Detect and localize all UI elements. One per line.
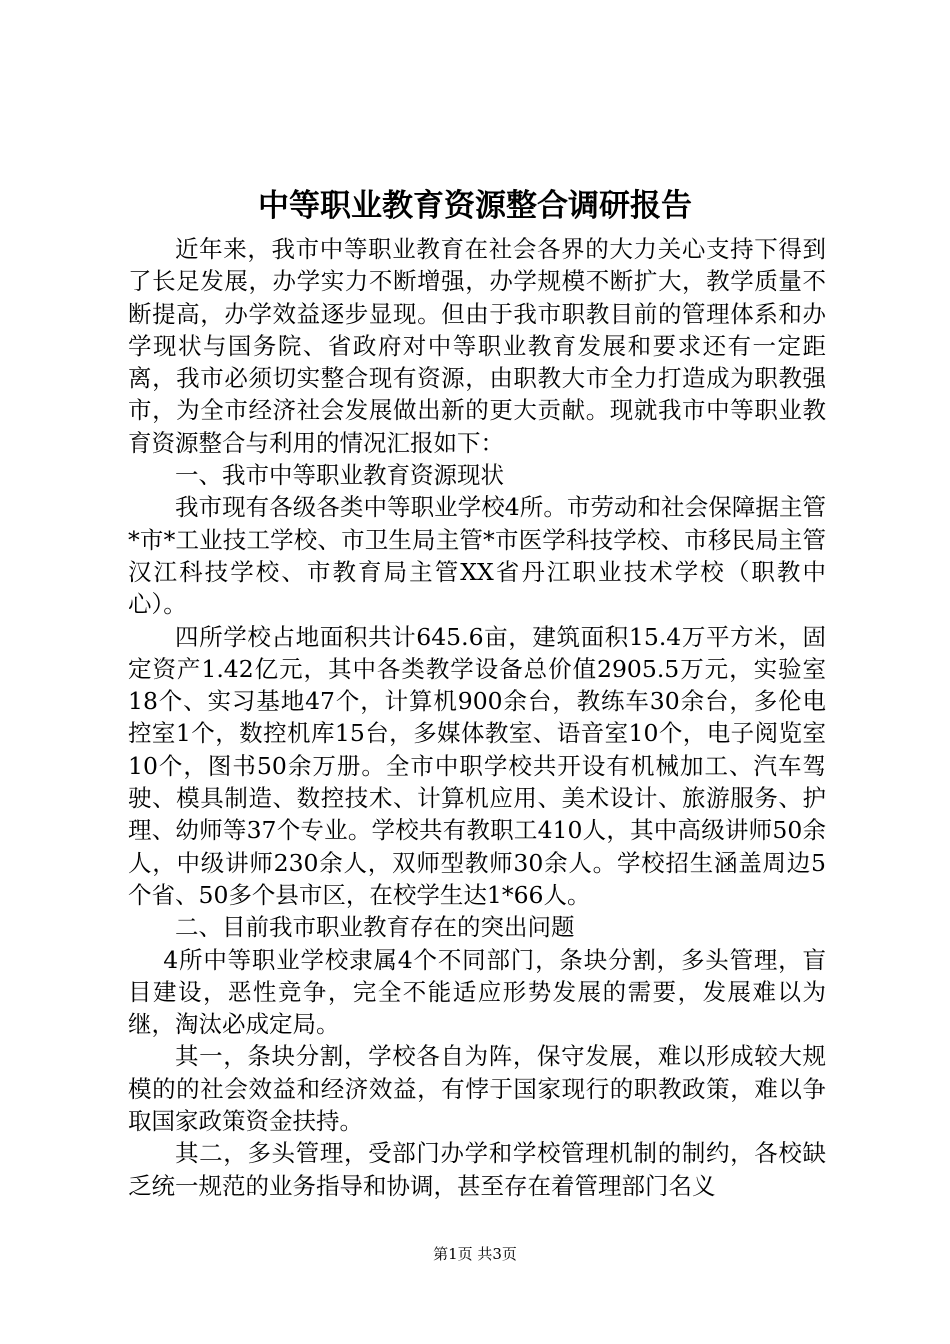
page-title: 中等职业教育资源整合调研报告 <box>258 188 692 224</box>
section-heading-2: 二、目前我市职业教育存在的突出问题 <box>175 913 575 942</box>
paragraph-resources: 四所学校占地面积共计645.6亩，建筑面积15.4万平方米，固定资产1.42亿元，其中各类教学设备总价值2905.5万元，实验室18个、实习基地47个，计算机900余台，教练车30余台，多伦电控室1个，数控机库15台，多媒体教室、语音室10个，电子阅览室10个，图书50余万册。全市中职学校共开设有机械加工、汽车驾驶、模具制造、数控技术、计算机应用、美术设计、旅游服务、护理、幼师等37个专业。学校共有教职工410人，其中高级讲师50余人，中级讲师230余人，双师型教师30余人。学校招生涵盖周边5个省、50多个县市区，在校学生达1*66人。 <box>128 622 826 909</box>
paragraph-schools: 我市现有各级各类中等职业学校4所。市劳动和社会保障据主管*市*工业技工学校、市卫生局主管*市医学科技学校、市移民局主管汉江科技学校、市教育局主管XX省丹江职业技术学校（职教中心）。 <box>128 493 826 619</box>
section-heading-1: 一、我市中等职业教育资源现状 <box>175 461 504 490</box>
paragraph-issue-2: 其二，多头管理，受部门办学和学校管理机制的制约，各校缺乏统一规范的业务指导和协调，甚至存在着管理部门名义 <box>128 1139 826 1200</box>
paragraph-problems: 4所中等职业学校隶属4个不同部门，条块分割，多头管理，盲目建设，恶性竞争，完全不能适应形势发展的需要，发展难以为继，淘汰必成定局。 <box>128 945 826 1039</box>
page-number-footer: 第1页 共3页 <box>433 1245 517 1263</box>
paragraph-issue-1: 其一，条块分割，学校各自为阵，保守发展，难以形成较大规模的的社会效益和经济效益，有悖于国家现行的职教政策，难以争取国家政策资金扶持。 <box>128 1042 826 1136</box>
paragraph-intro: 近年来，我市中等职业教育在社会各界的大力关心支持下得到了长足发展，办学实力不断增强，办学规模不断扩大，教学质量不断提高，办学效益逐步显现。但由于我市职教目前的管理体系和办学现状与国务院、省政府对中等职业教育发展和要求还有一定距离，我市必须切实整合现有资源，由职教大市全力打造成为职教强市，为全市经济社会发展做出新的更大贡献。现就我市中等职业教育资源整合与利用的情况汇报如下： <box>128 235 826 457</box>
document-body <box>128 233 826 1202</box>
